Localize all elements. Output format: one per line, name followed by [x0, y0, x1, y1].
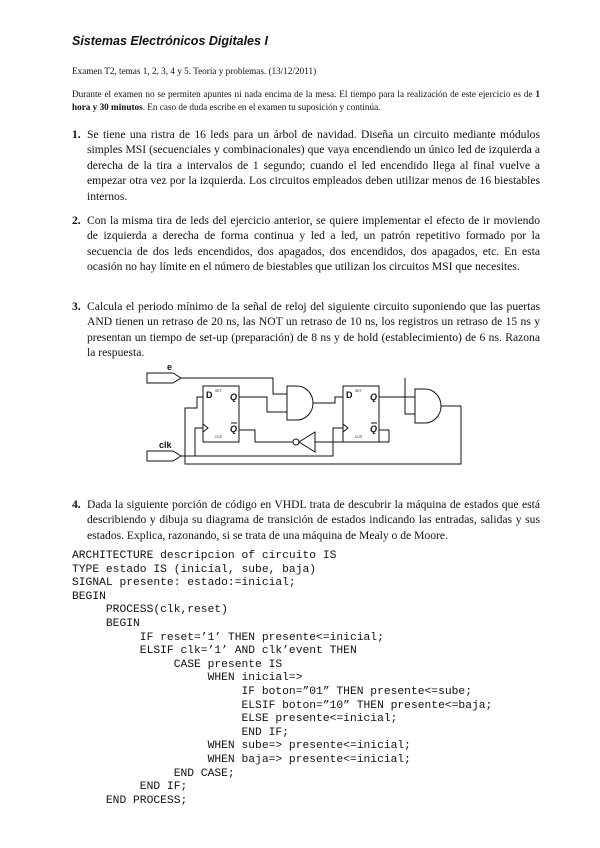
code-line: SIGNAL presente: estado:=inicial;: [72, 577, 296, 590]
code-line: WHEN inicial=>: [72, 672, 303, 685]
question-4: [72, 497, 540, 543]
wire-ff2-qbar-to-not: [315, 430, 389, 442]
code-line: ARCHITECTURE descripcion of circuito IS: [72, 550, 337, 562]
vhdl-code-block: [72, 550, 492, 808]
ff2-q-label: Q: [370, 392, 378, 402]
question-2: [72, 213, 540, 275]
code-line: END CASE;: [72, 767, 235, 780]
wire-ff1-q-to-and1: [239, 397, 287, 412]
exam-instructions: [72, 88, 540, 113]
circuit-diagram: [145, 364, 475, 468]
question-3: [72, 299, 540, 361]
question-text: Calcula el periodo mínimo de la señal de reloj del siguiente circuito suponiendo que las puertas AND tienen un retraso de 20 ns, las NOT un retraso de 10 ns, los registros un retraso de 15 ns y presentan un tiempo de set-up (preparación) de 8 ns y de hold (establecimiento) de 6 ns. Razona la respuesta.: [87, 300, 540, 360]
exam-duration: 1 hora y 30 minutos: [72, 89, 540, 112]
code-line: ELSIF clk=’1’ AND clk’event THEN: [72, 645, 357, 658]
exam-subtitle: Examen T2, temas 1, 2, 3, 4 y 5. Teoría y problemas. (13/12/2011): [72, 66, 317, 76]
input-clk-label: clk: [159, 440, 172, 450]
input-e-label: e: [167, 364, 173, 372]
ff2-clock-mark: [343, 424, 348, 432]
question-text: Se tiene una ristra de 16 leds para un árbol de navidad. Diseña un circuito mediante módulos simples MSI (secuenciales y combinacionales) que vaya encendiendo un único led de izquierda a derecha de la tira a intervalos de 1 segundo; cuando el led encendido llega al final vuelve a empezar otra vez por la izquierda. Los circuitos empleados deben utilizar menos de 16 biestables internos.: [87, 128, 540, 203]
wire-and2-feedback: [185, 397, 461, 464]
wire-and1-to-ff2: [313, 397, 343, 403]
wire-not-to-ff1: [239, 430, 293, 442]
code-line: IF reset=’1’ THEN presente<=inicial;: [72, 631, 384, 644]
code-line: ELSE presente<=inicial;: [72, 713, 398, 726]
question-text: Dada la siguiente porción de código en VHDL trata de descubrir la máquina de estados que está describiendo y dibuja su diagrama de transición de estados indicando las entradas, salidas y sus estados. Explica, razonando, si se trata de una máquina de Mealy o de Moore.: [87, 498, 540, 542]
exam-title: Sistemas Electrónicos Digitales I: [72, 34, 268, 48]
ff1-d-label: D: [206, 390, 213, 400]
ff1-qbar-label: Q: [230, 424, 238, 434]
wire-feedback-to-and2: [405, 378, 415, 414]
code-line: BEGIN: [72, 590, 106, 603]
ff2-set-label: SET: [355, 389, 362, 393]
ff1-clr-label: CLR: [215, 435, 223, 439]
code-line: END IF;: [72, 781, 188, 794]
ff2-d-label: D: [346, 390, 353, 400]
question-number: 3.: [72, 300, 81, 313]
question-number: 2.: [72, 214, 81, 227]
code-line: BEGIN: [72, 617, 140, 630]
instructions-text-2: . En caso de duda escribe en el examen tu suposición y continúa.: [142, 101, 381, 112]
instructions-text-1: Durante el examen no se permiten apuntes ni nada encima de la mesa. El tiempo para la realización de este ejercicio es de: [72, 89, 536, 99]
code-line: WHEN sube=> presente<=inicial;: [72, 740, 411, 753]
code-line: ELSIF boton=”10” THEN presente<=baja;: [72, 699, 493, 712]
question-number: 4.: [72, 498, 81, 511]
code-line: END PROCESS;: [72, 794, 188, 807]
code-line: CASE presente IS: [72, 658, 283, 671]
ff1-set-label: SET: [215, 389, 222, 393]
and-gate-1: [287, 386, 313, 420]
code-line: TYPE estado IS (inicial, sube, baja): [72, 563, 317, 576]
input-e-arrow: [147, 373, 181, 383]
not-gate: [299, 432, 315, 452]
ff2-qbar-label: Q: [370, 424, 378, 434]
code-line: WHEN baja=> presente<=inicial;: [72, 753, 411, 766]
input-clk-arrow: [147, 451, 181, 461]
code-line: IF boton=”01” THEN presente<=sube;: [72, 685, 472, 698]
code-line: PROCESS(clk,reset): [72, 604, 228, 617]
ff1-clock-mark: [203, 424, 208, 432]
ff2-clr-label: CLR: [355, 435, 363, 439]
ff1-q-label: Q: [230, 392, 238, 402]
question-number: 1.: [72, 128, 81, 141]
question-1: [72, 127, 540, 204]
question-text: Con la misma tira de leds del ejercicio anterior, se quiere implementar el efecto de ir moviendo de izquierda a derecha de forma continua y led a led, un patrón repetitivo formado por la secuencia de dos leds encendidos, dos apagados, dos encendidos, dos apagados, etc. En esta ocasión no hay límite en el número de biestables que utilizan los circuitos MSI que necesites.: [87, 214, 540, 274]
and-gate-2: [415, 389, 441, 423]
code-line: END IF;: [72, 726, 289, 739]
